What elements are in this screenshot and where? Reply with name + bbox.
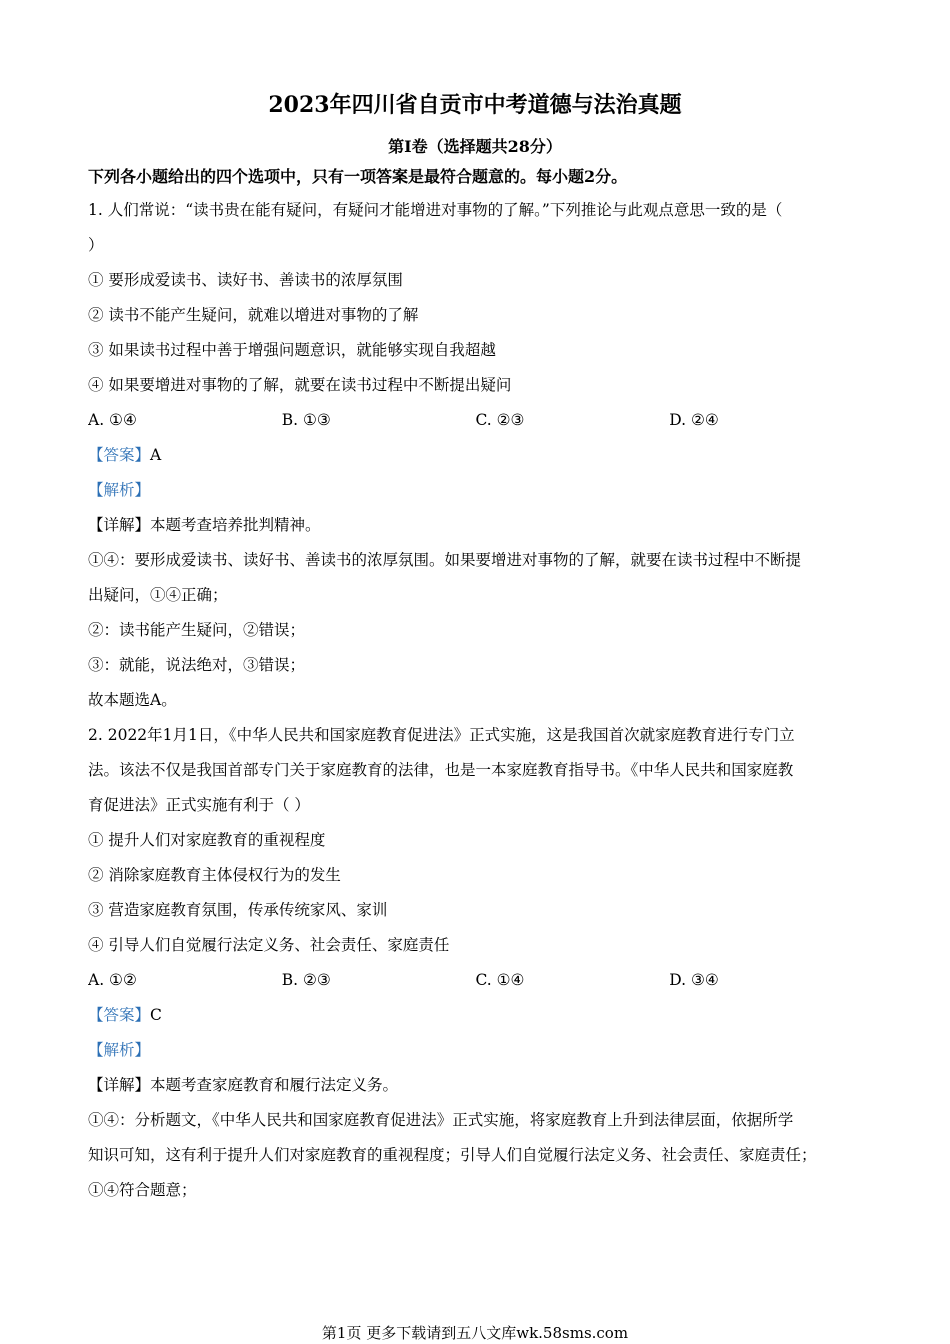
detail-line: 【详解】本题考查培养批判精神。	[88, 516, 321, 534]
instruction-text: 下列各小题给出的四个选项中，只有一项答案是最符合题意的。每小题2分。	[88, 167, 628, 186]
detail-line: 【详解】本题考查家庭教育和履行法定义务。	[88, 1076, 399, 1094]
option-a: A. ①②	[88, 971, 137, 989]
page-footer: 第1页 更多下载请到五八文库wk.58sms.com	[321, 1324, 629, 1342]
statement: ④ 如果要增进对事物的了解，就要在读书过程中不断提出疑问	[88, 376, 512, 394]
option-d: D. ②④	[669, 411, 719, 429]
detail-line: ①④：要形成爱读书、读好书、善读书的浓厚氛围。如果要增进对事物的了解，就要在读书过程中不断提	[88, 551, 802, 569]
question-stem-line: 1. 人们常说：“读书贵在能有疑问，有疑问才能增进对事物的了解。”下列推论与此观点意思一致的是（	[88, 201, 783, 219]
detail-line: ③：就能，说法绝对，③错误；	[88, 656, 306, 674]
statement: ④ 引导人们自觉履行法定义务、社会责任、家庭责任	[88, 936, 450, 954]
statement: ③ 如果读书过程中善于增强问题意识，就能够实现自我超越	[88, 341, 496, 359]
question-stem-line: ）	[88, 236, 104, 254]
answer-line	[88, 438, 863, 473]
option-a: A. ①④	[88, 411, 137, 429]
detail-line: ①④：分析题文，《中华人民共和国家庭教育促进法》正式实施，将家庭教育上升到法律层面，依据所学	[88, 1111, 794, 1129]
answer-label: 【答案】	[88, 446, 151, 464]
detail-line: ②：读书能产生疑问，②错误；	[88, 621, 306, 639]
answer-label: 【答案】	[88, 1006, 151, 1024]
answer-value: C	[150, 1006, 162, 1024]
option-b: B. ②③	[281, 971, 331, 989]
statement: ③ 营造家庭教育氛围，传承传统家风、家训	[88, 901, 388, 919]
detail-line: 知识可知，这有利于提升人们对家庭教育的重视程度；引导人们自觉履行法定义务、社会责任、家庭责任；	[88, 1146, 817, 1164]
answer-value: A	[150, 446, 162, 464]
options-row	[88, 403, 863, 438]
detail-line: 故本题选A。	[88, 691, 177, 709]
document-body	[88, 160, 863, 1208]
answer-line	[88, 998, 863, 1033]
section-title: 第I卷（选择题共28分）	[388, 137, 562, 156]
detail-line: 出疑问，①④正确；	[88, 586, 228, 604]
option-c: C. ②③	[475, 411, 525, 429]
page-title: 2023年四川省自贡市中考道德与法治真题	[268, 92, 682, 118]
question-1	[88, 193, 863, 718]
analysis-label: 【解析】	[88, 1041, 151, 1059]
question-stem-line: 育促进法》正式实施有利于（ ）	[88, 796, 310, 814]
statement: ② 消除家庭教育主体侵权行为的发生	[88, 866, 341, 884]
question-stem-line: 2. 2022年1月1日，《中华人民共和国家庭教育促进法》正式实施，这是我国首次就家庭教育进行专门立	[88, 726, 795, 744]
analysis-label: 【解析】	[88, 481, 151, 499]
detail-line: ①④符合题意；	[88, 1181, 197, 1199]
question-stem-line: 法。该法不仅是我国首部专门关于家庭教育的法律，也是一本家庭教育指导书。《中华人民共和国家庭教	[88, 761, 794, 779]
option-b: B. ①③	[281, 411, 331, 429]
statement: ① 要形成爱读书、读好书、善读书的浓厚氛围	[88, 271, 403, 289]
statement: ② 读书不能产生疑问，就难以增进对事物的了解	[88, 306, 419, 324]
option-c: C. ①④	[475, 971, 525, 989]
options-row	[88, 963, 863, 998]
option-d: D. ③④	[669, 971, 719, 989]
question-2	[88, 718, 863, 1208]
statement: ① 提升人们对家庭教育的重视程度	[88, 831, 326, 849]
